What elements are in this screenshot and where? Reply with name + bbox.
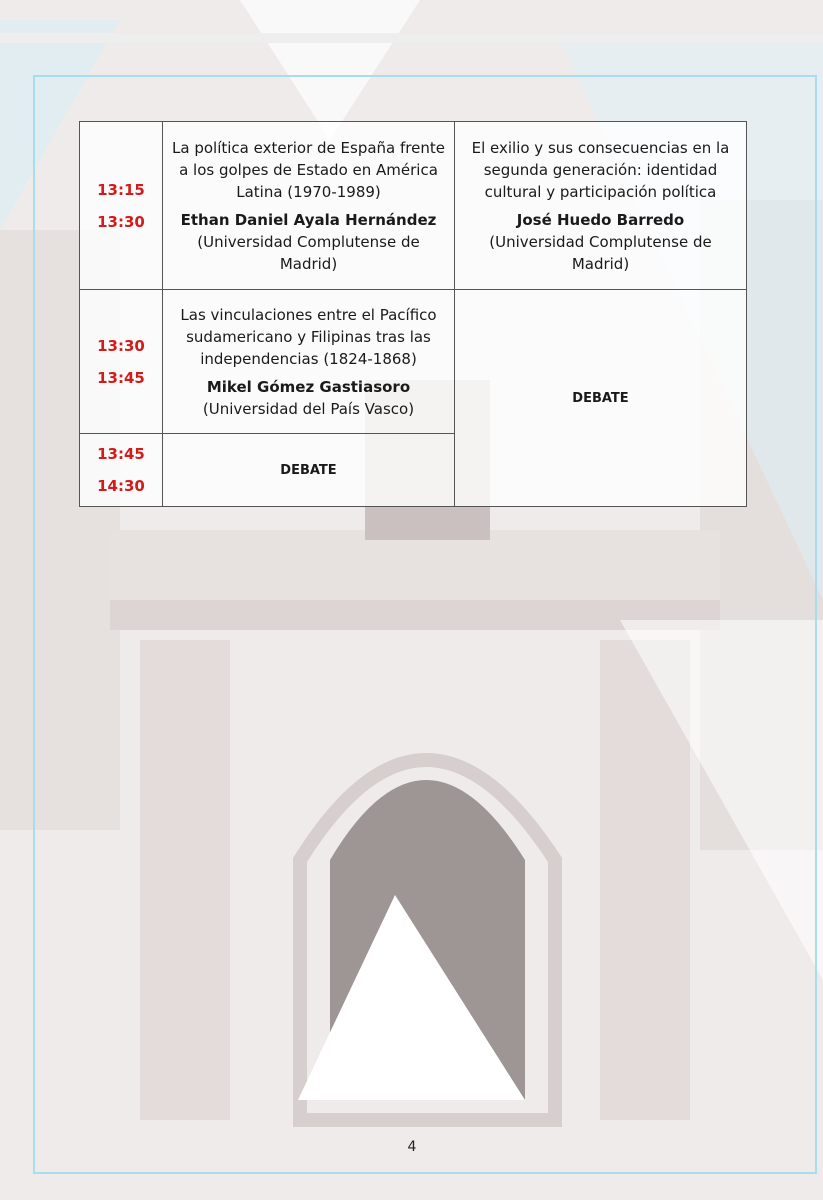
start-time: 13:30 <box>97 336 145 355</box>
start-time: 13:45 <box>97 445 145 463</box>
end-time: 13:45 <box>97 368 145 387</box>
speaker-name: Mikel Gómez Gastiasoro <box>206 377 411 396</box>
paper-title: La política exterior de España frente a los golpes de Estado en América Latina (1970-1989) <box>172 138 445 201</box>
speaker-name: José Huedo Barredo <box>516 210 685 229</box>
session-cell <box>455 122 747 290</box>
end-time: 14:30 <box>97 477 145 495</box>
session-cell <box>163 290 455 434</box>
speaker-affiliation: (Universidad Complutense de Madrid) <box>489 232 712 273</box>
schedule-table <box>79 121 747 507</box>
schedule-row <box>80 122 747 290</box>
speaker-affiliation: (Universidad del País Vasco) <box>202 399 415 418</box>
debate-label: DEBATE <box>280 463 337 478</box>
page-number: 4 <box>407 1139 417 1155</box>
paper-title: Las vinculaciones entre el Pacífico sudamericano y Filipinas tras las independencias (1824-1868) <box>180 305 437 368</box>
debate-cell <box>455 290 747 507</box>
time-cell <box>80 434 163 507</box>
speaker-affiliation: (Universidad Complutense de Madrid) <box>197 232 420 273</box>
time-cell <box>80 122 163 290</box>
schedule-row <box>80 290 747 434</box>
top-band <box>0 33 823 43</box>
debate-label: DEBATE <box>572 391 629 406</box>
paper-title: El exilio y sus consecuencias en la segunda generación: identidad cultural y participación política <box>471 138 730 201</box>
start-time: 13:15 <box>97 180 145 199</box>
end-time: 13:30 <box>97 212 145 231</box>
debate-cell <box>163 434 455 507</box>
session-cell <box>163 122 455 290</box>
time-cell <box>80 290 163 434</box>
speaker-name: Ethan Daniel Ayala Hernández <box>180 210 437 229</box>
